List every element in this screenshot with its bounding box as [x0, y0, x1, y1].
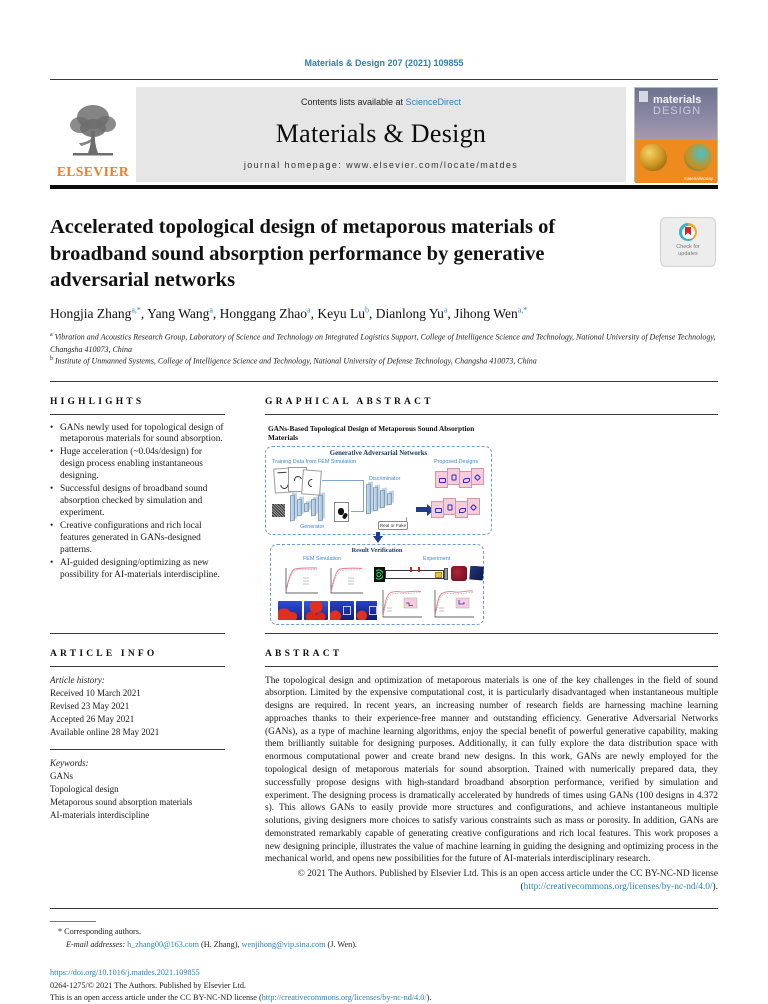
journal-citation: Materials & Design 207 (2021) 109855 — [304, 58, 464, 68]
training-data-label: Training Data from FEM Simulation — [272, 458, 356, 465]
footnote-block — [50, 921, 718, 951]
article-info-column — [50, 634, 225, 894]
author: Hongjia Zhang$^{a,*}$, — [50, 305, 148, 322]
sample-holder — [435, 572, 442, 578]
journal-masthead — [50, 87, 718, 182]
graphical-abstract-heading-rule — [265, 414, 718, 415]
elsevier-tree-icon — [65, 101, 121, 163]
discriminator-network-icon — [366, 484, 392, 514]
abstract-copyright — [265, 868, 718, 894]
connector-line — [363, 480, 364, 512]
abstract-column — [265, 634, 718, 894]
microphone-icon — [410, 567, 412, 572]
proposed-design-row — [432, 498, 480, 515]
author-byline — [50, 306, 718, 323]
graphical-abstract-figure — [265, 424, 505, 625]
contents-prefix: Contents lists available at — [300, 97, 406, 107]
pressure-field-heatmap — [330, 601, 354, 620]
author: Jihong Wen$^{a,*}$ — [454, 305, 528, 322]
footnote-rule — [50, 921, 96, 922]
tube-endcap — [444, 568, 448, 580]
proposed-designs-label: Proposed Designs — [434, 458, 479, 465]
gan-box-title: Generative Adversarial Networks — [329, 449, 428, 457]
cover-footer-logo: materialstoday — [683, 176, 713, 181]
keyword: GANs — [50, 770, 74, 781]
masthead-divider-bar — [50, 185, 718, 189]
cover-publisher-mark — [639, 91, 648, 102]
printed-sample-photo-blue — [468, 566, 484, 581]
cover-porous-structure-teal — [684, 144, 711, 171]
email2-suffix: (J. Wen). — [325, 939, 357, 949]
impedance-tube-apparatus — [374, 567, 448, 582]
keyword: AI-materials interdiscipline — [50, 809, 150, 820]
doi-copyright-block — [50, 967, 718, 1004]
history-revised: Revised 23 May 2021 — [50, 700, 130, 711]
keyword: Topological design — [50, 783, 119, 794]
email1-suffix: (H. Zhang), — [199, 939, 242, 949]
contents-line — [301, 97, 461, 107]
check-badge-line2: updates — [678, 251, 698, 258]
design-card — [471, 468, 484, 485]
top-rule — [50, 79, 718, 80]
keywords-label: Keywords: — [50, 757, 89, 768]
email-link-wen[interactable]: wenjihong@vip.sina.com — [241, 939, 326, 949]
flow-down-arrow-icon — [373, 536, 383, 543]
keyword: Metaporous sound absorption materials — [50, 796, 193, 807]
generated-pattern-panel — [334, 502, 349, 522]
impedance-tube — [385, 570, 444, 579]
cover-porous-structure-gold — [640, 144, 667, 171]
keywords-block — [50, 750, 225, 822]
experiment-absorption-chart — [377, 586, 425, 622]
fem-absorption-chart — [326, 565, 366, 597]
issn-copyright-line: 0264-1275/© 2021 The Authors. Published by Elsevier Ltd. — [50, 980, 246, 990]
abstract-heading-rule — [265, 666, 718, 667]
highlights-heading-rule — [50, 414, 225, 415]
experiment-absorption-chart — [429, 586, 477, 622]
cover-title-line1: materials — [653, 94, 702, 106]
result-verification-title: Result Verification — [351, 546, 403, 554]
speaker-icon — [374, 567, 385, 582]
real-or-fake-box: Real or Fake — [379, 522, 407, 528]
elsevier-wordmark: ELSEVIER — [56, 164, 130, 179]
fem-absorption-chart — [281, 565, 321, 597]
generator-network-icon — [290, 495, 323, 521]
cover-title-line2: DESIGN — [653, 105, 702, 117]
graphical-abstract-column — [265, 382, 718, 634]
highlights-heading: HIGHLIGHTS — [50, 396, 145, 407]
highlights-column — [50, 382, 225, 634]
highlight-item: • Creative configurations and rich local features generated in GANs-designed patterns. — [50, 521, 225, 557]
footer-divider-rule — [50, 908, 718, 909]
fem-simulation-label: FEM Simulation — [303, 555, 342, 562]
license-paren-close: ). — [712, 882, 718, 893]
highlights-list — [50, 423, 225, 582]
license-link[interactable]: http://creativecommons.org/licenses/by-nc-nd/4.0/ — [523, 882, 713, 893]
crossmark-bookmark-icon — [685, 227, 691, 236]
doi-link[interactable]: https://doi.org/10.1016/j.matdes.2021.109855 — [50, 968, 200, 978]
highlight-item: • AI-guided designing/optimizing as new possibility for AI-materials interdiscipline. — [50, 558, 225, 582]
masthead-center-panel — [136, 87, 626, 182]
pressure-field-heatmap — [304, 601, 328, 620]
journal-homepage-link[interactable]: journal homepage: www.elsevier.com/locate/matdes — [243, 160, 519, 170]
generator-label: Generator — [300, 523, 325, 530]
check-for-updates-badge[interactable] — [660, 217, 716, 267]
footer-license-link[interactable]: http://creativecommons.org/licenses/by-nc-nd/4.0/ — [261, 992, 427, 1002]
author: Keyu Lu$^b$, — [317, 305, 376, 322]
affiliation-b: $^b$ Institute of Unmanned Systems, College of Intelligence Science and Technology, National University of Defense Technology, Changsha 410073, China — [50, 356, 537, 366]
sciencedirect-link[interactable]: ScienceDirect — [405, 97, 462, 107]
license-paren-open: ( — [520, 882, 524, 893]
history-label: Article history: — [50, 674, 105, 685]
cover-top-art — [635, 88, 717, 140]
ga-figure-title: GANs-Based Topological Design of Metaporous Sound Absorption Materials — [268, 423, 475, 442]
check-badge-label — [661, 244, 715, 258]
copyright-line: © 2021 The Authors. Published by Elsevier Ltd. This is an open access article under the CC BY-NC-ND license — [297, 869, 718, 880]
design-card — [467, 498, 480, 515]
affiliations — [50, 331, 718, 367]
highlight-item: • Successful designs of broadband sound absorption checked by simulation and experiment. — [50, 484, 225, 520]
proposed-design-row — [436, 468, 484, 485]
corresponding-authors-note: * Corresponding authors. — [58, 926, 142, 936]
article-info-heading: ARTICLE INFO — [50, 648, 158, 659]
abstract-heading: ABSTRACT — [265, 648, 343, 659]
author: Honggang Zhao$^a$, — [219, 305, 318, 322]
history-accepted: Accepted 26 May 2021 — [50, 713, 135, 724]
printed-sample-photo-red — [451, 566, 467, 581]
experiment-label: Experiment — [423, 555, 451, 562]
gan-diagram-box — [265, 446, 492, 535]
result-verification-box — [270, 544, 484, 625]
article-history — [50, 667, 225, 750]
latent-noise-input — [272, 504, 285, 517]
check-badge-line1: Check for — [676, 244, 700, 250]
license-prefix: This is an open access article under the CC BY-NC-ND license ( — [50, 992, 262, 1002]
history-online: Available online 28 May 2021 — [50, 726, 160, 737]
affiliation-a: $^a$ Vibration and Acoustics Research Group, Laboratory of Science and Technology on Integrated Logistics Support, College of Intelligence Science and Technology, National University of Defense Technology, Changsha 410073, China — [50, 332, 716, 354]
history-received: Received 10 March 2021 — [50, 687, 141, 698]
author: Yang Wang$^a$, — [147, 305, 220, 322]
abstract-text: The topological design and optimization of metaporous materials is one of the key challenges in the field of sound absorption. Limited by the expensive computational cost, it is particularly disadvantaged when instantaneous multiple designs are required. In recent years, an increasing number of research fields are harnessing machine learning approaches thanks to their experience-free manner and outstanding efficiency. Generative Adversarial Networks (GANs), as a type of machine learning algorithms, enjoy the special benefit of powerful generative capability, making them brilliantly suitable for designing purposes. Additionally, it can fully explore the data distribution space with enormous computational power and create brand new designs. In this work, GANs are newly employed for the topological design of metaporous materials for sound absorption. Trained with numerically prepared data, they successfully propose designs with high-standard broadband absorption performance, verified by simulation and experiment. The designing process is dramatically accelerated by hundreds of times using GANs (100 designs in 4.372 s). This allows GANs to easily provide more structures and configurations, and achieve instantaneous multiple solutions, giving designers more choices to satisfy various constraints such as mass or porosity. In addition, GANs are demonstrated remarkably capable of generating creative configurations and rich local features. This work proposes a new designing principle, illustrates the value of machine learning in guiding the designing and optimizing process in the mechanical world, and opens new possibilities for the future of AI-materials interdisciplinary research. — [265, 675, 718, 865]
cover-bottom-art — [635, 140, 717, 183]
license-suffix: ). — [426, 992, 432, 1002]
journal-cover-thumbnail — [634, 87, 718, 182]
crossmark-icon — [679, 223, 697, 241]
connector-line — [322, 480, 364, 481]
microphone-icon — [418, 567, 420, 572]
author: Dianlong Yu$^a$, — [375, 305, 455, 322]
highlight-item: • Huge acceleration (~0.04s/design) for design process enabling instantaneous designing. — [50, 447, 225, 483]
email-link-zhang[interactable]: h_zhang00@163.com — [127, 939, 199, 949]
graphical-abstract-heading: GRAPHICAL ABSTRACT — [265, 396, 434, 407]
discriminator-label: Discriminator — [369, 475, 401, 482]
journal-title: Materials & Design — [275, 118, 487, 148]
elsevier-logo — [50, 87, 136, 182]
email-label: E-mail addresses: — [66, 939, 126, 949]
highlight-item: • GANs newly used for topological design of metaporous materials for sound absorption. — [50, 423, 225, 447]
pressure-field-heatmap — [278, 601, 302, 620]
open-access-line — [50, 992, 718, 1004]
email-addresses-line — [50, 939, 718, 952]
article-title: Accelerated topological design of metaporous materials of broadband sound absorption performance by generative adversarial networks — [50, 216, 556, 292]
training-sample-panel — [301, 469, 322, 495]
